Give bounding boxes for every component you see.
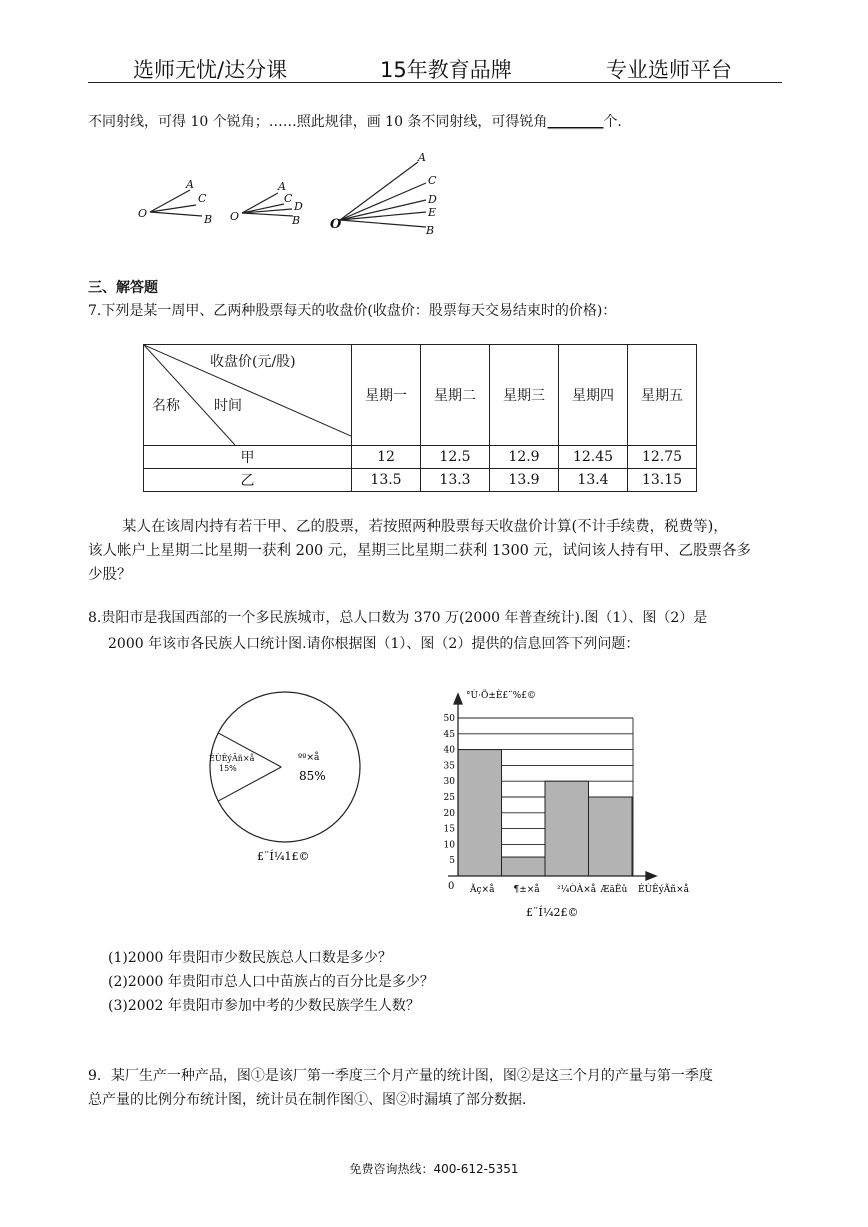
bar (589, 797, 633, 876)
corner-time-label: 时间 (214, 398, 242, 414)
q7-text: 7.下列是某一周甲、乙两种股票每天的收盘价(收盘价：股票每天交易结束时的价格)： (88, 303, 617, 319)
bar (458, 750, 502, 876)
fig3-label-c: C (428, 174, 437, 187)
header-rule (88, 82, 782, 83)
fig2-label-b: B (292, 214, 301, 227)
q8-question-2: (2)2000 年贵阳市总人口中苗族占的百分比是多少？ (108, 974, 434, 990)
y-tick-label: 20 (443, 808, 455, 819)
q7-para-line2: 该人帐户上星期二比星期一获利 200 元，星期三比星期二获利 1300 元，试问该人持有甲、乙股票各多 (88, 543, 752, 559)
q6-end: 个. (603, 114, 622, 130)
fig1-label-c: C (198, 192, 207, 205)
pie-label-han: ºº×å (298, 753, 320, 763)
fig2-label-d: D (294, 200, 303, 213)
x-category-label: ÆäËû (600, 885, 628, 895)
fig2-label-a: A (278, 180, 286, 193)
bar-ylabel: °Ù·Ö±È£¨%£© (466, 691, 536, 701)
pie-chart (195, 690, 375, 870)
fig3-label-o: O (330, 217, 342, 232)
table-row (144, 469, 697, 492)
corner-price-label: 收盘价(元/股) (210, 354, 296, 370)
price-cell: 13.5 (352, 469, 421, 492)
bar-caption: £¨Í¼2£© (526, 906, 579, 919)
q6-line (88, 112, 622, 132)
y-tick-label: 45 (443, 729, 455, 740)
table-row (144, 446, 697, 469)
bar (545, 781, 589, 876)
footer-hotline: 免费咨询热线：400-612-5351 (349, 1162, 519, 1176)
ray-figures (130, 150, 450, 245)
section-title: 三、解答题 (88, 280, 158, 296)
x-category-label: Ãç×å (470, 885, 495, 895)
header-brand-left: 选师无忧/达分课 (133, 58, 288, 82)
price-cell: 12.75 (628, 446, 697, 469)
fig3-label-e: E (428, 206, 437, 219)
price-cell: 12.45 (559, 446, 628, 469)
q8-line1: 8.贵阳市是我国西部的一个多民族城市，总人口数为 370 万(2000 年普查统计).图（1）、图（2）是 (88, 610, 708, 626)
header-brand-right: 专业选师平台 (606, 58, 732, 82)
stock-table (143, 344, 697, 492)
y-tick-label: 40 (443, 745, 455, 756)
day-header: 星期五 (628, 345, 697, 446)
pie-label-minority: ÉÙÊýÃñ×å (209, 754, 255, 763)
y-tick-label: 15 (443, 824, 455, 835)
q8-line2: 2000 年该市各民族人口统计图.请你根据图（1）、图（2）提供的信息回答下列问题： (108, 636, 640, 652)
x-axis-arrow (646, 872, 656, 880)
price-cell: 12 (352, 446, 421, 469)
q7-para-line3: 少股？ (88, 567, 132, 583)
price-cell: 13.4 (559, 469, 628, 492)
y-axis-arrow (454, 694, 462, 704)
day-header: 星期一 (352, 345, 421, 446)
q8-question-1: (1)2000 年贵阳市少数民族总人口数是多少？ (108, 950, 392, 966)
bar-chart (438, 680, 708, 920)
bar (502, 857, 546, 876)
day-header: 星期三 (490, 345, 559, 446)
fig3-label-a: A (418, 151, 426, 164)
q6-blank: ________ (547, 114, 604, 130)
day-header: 星期四 (559, 345, 628, 446)
origin-label: 0 (448, 881, 455, 892)
corner-name-label: 名称 (152, 398, 180, 414)
q9-line1: 9．某厂生产一种产品，图①是该厂第一季度三个月产量的统计图，图②是这三个月的产量与第一季度 (88, 1068, 713, 1084)
fig2-label-c: C (284, 192, 293, 205)
header-brand-center: 15年教育品牌 (380, 58, 512, 82)
pie-pct-minority: 15% (219, 764, 237, 773)
day-header: 星期二 (421, 345, 490, 446)
fig3-label-b: B (426, 224, 435, 237)
y-tick-label: 25 (443, 793, 455, 803)
y-tick-label: 50 (443, 714, 455, 724)
fig3-label-d: D (428, 193, 437, 206)
q9-line2: 总产量的比例分布统计图，统计员在制作图①、图②时漏填了部分数据. (88, 1092, 527, 1108)
fig2-label-o: O (230, 210, 240, 223)
price-cell: 13.9 (490, 469, 559, 492)
pie-caption: £¨Í¼1£© (257, 850, 310, 863)
price-cell: 13.3 (421, 469, 490, 492)
price-cell: 12.9 (490, 446, 559, 469)
y-tick-label: 30 (443, 777, 455, 788)
x-category-label: ¶±×å (513, 885, 540, 895)
q8-question-3: (3)2002 年贵阳市参加中考的少数民族学生人数？ (108, 998, 420, 1014)
pie-pct-han: 85% (299, 769, 326, 783)
stock-name: 乙 (144, 469, 352, 492)
price-cell: 12.5 (421, 446, 490, 469)
stock-name: 甲 (144, 446, 352, 469)
fig1-label-b: B (204, 213, 213, 226)
q7-para-line1: 某人在该周内持有若干甲、乙的股票，若按照两种股票每天收盘价计算(不计手续费，税费等)， (122, 519, 728, 535)
bar-xlabel: ÉÙÊýÃñ×å (638, 885, 690, 895)
fig1-label-o: O (138, 207, 148, 220)
x-category-label: ²¼ÒÀ×å (557, 885, 597, 895)
y-tick-label: 5 (449, 856, 455, 867)
fig1-label-a: A (186, 178, 194, 191)
q6-text: 不同射线，可得 10 个锐角；……照此规律，画 10 条不同射线，可得锐角 (88, 114, 548, 130)
y-tick-label: 10 (443, 840, 455, 851)
table-corner-cell (144, 345, 352, 446)
y-tick-label: 35 (443, 761, 455, 772)
price-cell: 13.15 (628, 469, 697, 492)
